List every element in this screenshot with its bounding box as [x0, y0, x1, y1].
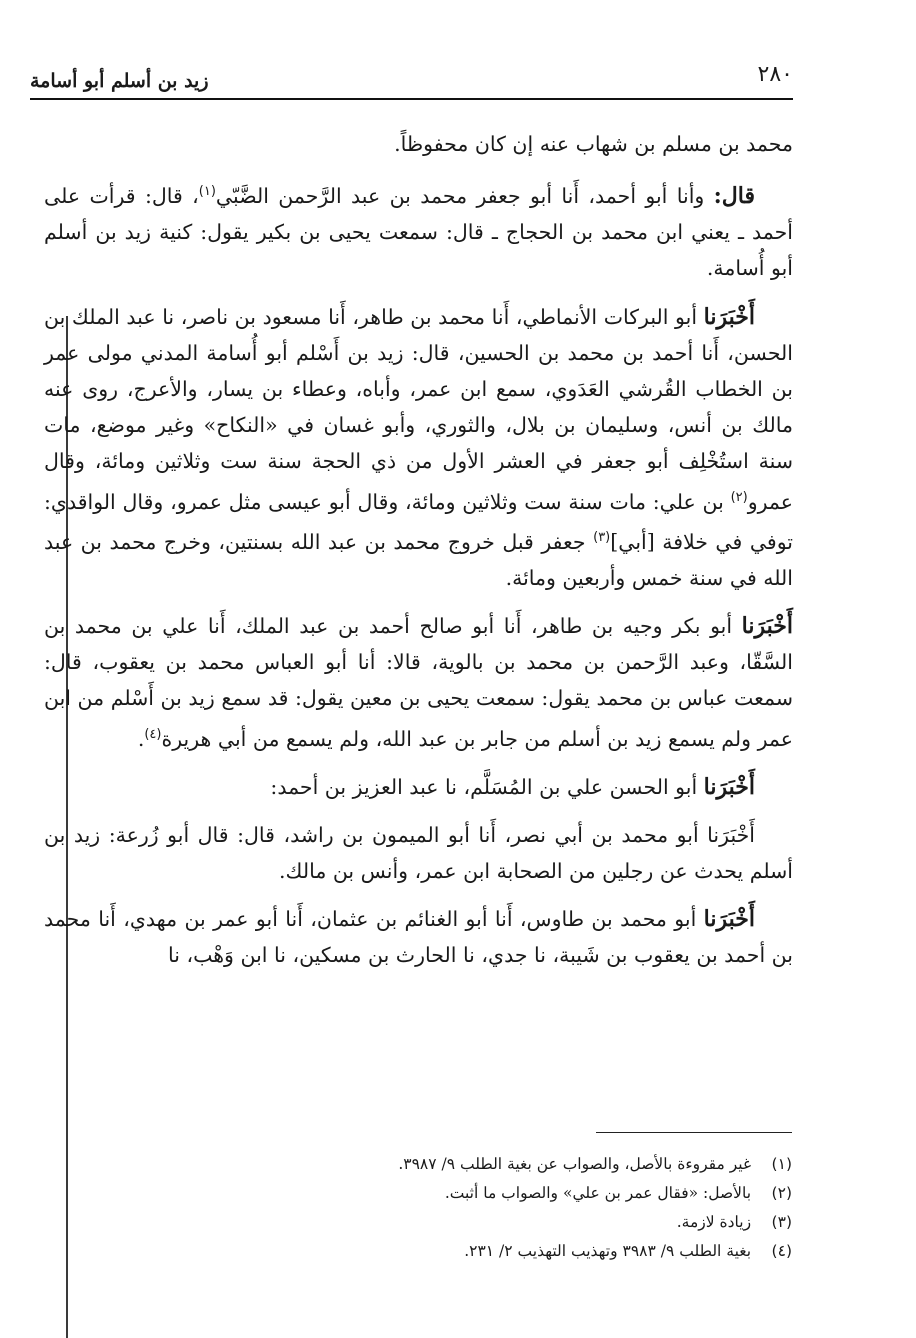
paragraph-text: محمد بن مسلم بن شهاب عنه إن كان محفوظاً.: [394, 132, 793, 156]
footnote-number: (١): [771, 1155, 792, 1173]
footnote-ref: (٢): [730, 489, 748, 505]
paragraph-4: [44, 608, 793, 757]
paragraph-3: [44, 299, 793, 596]
footnote-rule: [596, 1132, 792, 1133]
running-title: زيد بن أسلم أبو أسامة: [30, 70, 209, 92]
paragraph-lead: أَخْبَرَنا: [741, 612, 793, 639]
paragraph-lead: قال:: [713, 183, 755, 210]
paragraph-1: [44, 126, 793, 162]
footnote-item: [250, 1208, 792, 1237]
paragraph-text: أبو الحسن علي بن المُسَلَّم، نا عبد العزيز بن أحمد:: [270, 774, 704, 799]
paragraph-6: [44, 817, 793, 889]
footnote-text: غير مقروءة بالأصل، والصواب عن بغية الطلب ٩/ ٣٩٨٧.: [398, 1155, 752, 1173]
footnote-number: (٣): [771, 1213, 792, 1231]
footnote-item: [250, 1179, 792, 1208]
paragraph-text-cont: ، قال: قرأت على أحمد ـ يعني ابن محمد بن الحجاج ـ قال: سمعت يحيى بن بكير يقول: كنية زيد بن أسلم أبو أُسامة.: [44, 184, 793, 281]
paragraph-5: [44, 769, 793, 805]
footnote-number: (٢): [771, 1184, 792, 1202]
paragraph-text: أبو البركات الأنماطي، أَنا محمد بن طاهر، أَنا مسعود بن ناصر، نا عبد الملك بن الحسن، أَنا أحمد بن محمد بن الحسين، قال: زيد بن أَسْلم أبو أُسامة المدني مولى عمر بن الخطاب القُرشي العَدَوي، سمع ابن عمر، وأباه، وعطاء بن يسار، والأعرج، روى عنه مالك بن أنس، وسليمان بن بلال، والثوري، وأبو غسان في «النكاح» وغير موضع، مات سنة استُخْلِف أبو جعفر في العشر الأول من ذي الحجة سنة ست وثلاثين ومائة، وقال عمرو: [44, 304, 793, 514]
paragraph-lead: أَخْبَرَنا: [703, 773, 755, 800]
page-header: [30, 60, 793, 100]
footnote-text: بغية الطلب ٩/ ٣٩٨٣ وتهذيب التهذيب ٢/ ٢٣١.: [464, 1242, 752, 1260]
footnote-number: (٤): [771, 1242, 792, 1260]
footnote-ref: (٣): [593, 529, 611, 545]
paragraph-text-cont: بن علي: مات سنة ست وثلاثين ومائة، وقال أبو عيسى مثل عمرو، وقال الواقدي: توفي في خلافة [أبي]: [44, 489, 793, 554]
paragraph-text: أبو محمد بن طاوس، أَنا أبو الغنائم بن عثمان، أَنا أبو عمر بن مهدي، أَنا محمد بن أحمد بن يعقوب بن شَيبة، نا جدي، نا الحارث بن مسكين، نا ابن وَهْب، نا: [44, 907, 793, 968]
page-number: ٢٨٠: [757, 62, 793, 87]
paragraph-text-cont: .: [137, 726, 145, 751]
paragraph-text: أَخْبَرَنا أبو محمد بن أبي نصر، أَنا أبو الميمون بن راشد، قال: قال أبو زُرعة: زيد بن أسلم يحدث عن رجلين من الصحابة ابن عمر، وأنس بن مالك.: [44, 822, 793, 883]
footnote-ref: (١): [198, 184, 216, 200]
footnote-text: زيادة لازمة.: [676, 1213, 752, 1231]
main-text: [44, 126, 793, 986]
paragraph-2: [44, 174, 793, 286]
footnote-ref: (٤): [144, 726, 162, 742]
paragraph-text-cont: جعفر قبل خروج محمد بن عبد الله بسنتين، وخرج محمد بن عبد الله في سنة خمس وأربعين ومائة.: [44, 529, 793, 590]
paragraph-7: [44, 901, 793, 973]
paragraph-text: وأنا أبو أحمد، أَنا أبو جعفر محمد بن عبد الرَّحمن الضَّبّي: [215, 184, 714, 209]
paragraph-lead: أَخْبَرَنا: [703, 906, 755, 933]
header-rule: [30, 98, 793, 100]
footnote-item: [250, 1237, 792, 1266]
paragraph-text: أبو بكر وجيه بن طاهر، أَنا أبو صالح أحمد بن عبد الملك، أَنا علي بن محمد بن السَّقّا، وعبد الرَّحمن بن محمد بن بالوية، قالا: أنا أبو العباس محمد بن يعقوب، قال: سمعت عباس بن محمد يقول: سمعت يحيى بن معين يقول: قد سمع زيد بن أَسْلم من ابن عمر ولم يسمع زيد بن أسلم من جابر بن عبد الله، ولم يسمع من أبي هريرة: [44, 613, 793, 751]
footnote-text: بالأصل: «فقال عمر بن علي» والصواب ما أثبت.: [444, 1184, 752, 1202]
paragraph-lead: أَخْبَرَنا: [703, 303, 755, 330]
footnote-item: [250, 1150, 792, 1179]
footnotes: [250, 1150, 792, 1266]
